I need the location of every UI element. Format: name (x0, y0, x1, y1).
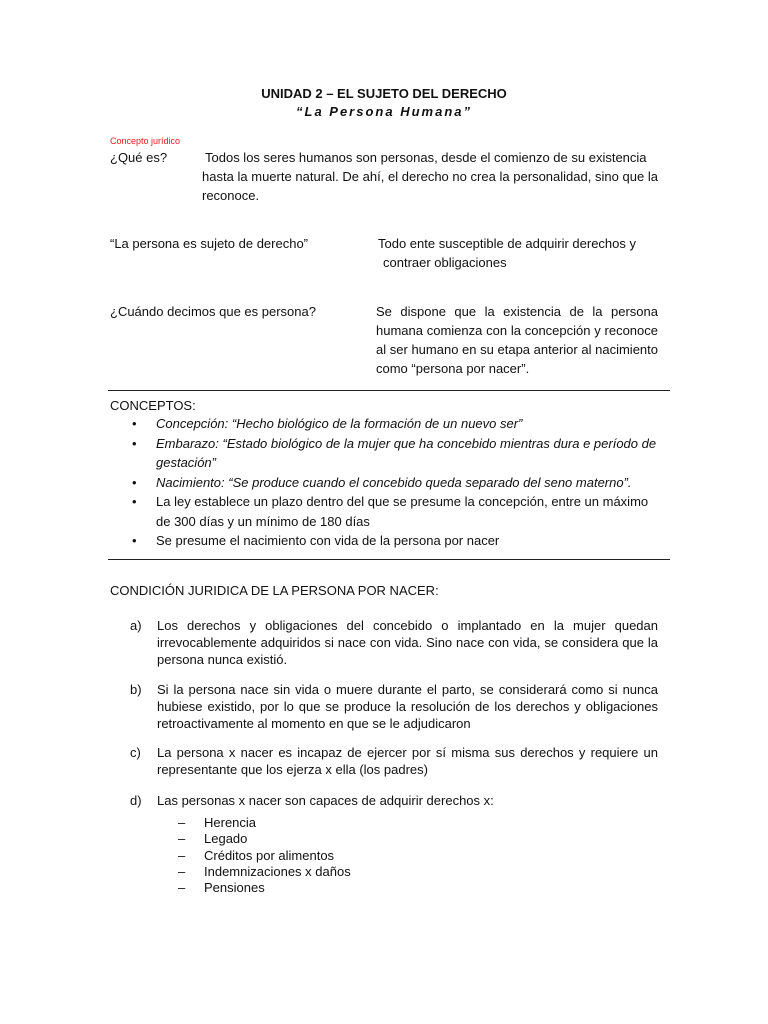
bullet-icon: • (132, 533, 137, 548)
list-item (178, 815, 351, 831)
concept-text: Se presume el nacimiento con vida de la persona por nacer (156, 533, 500, 548)
answer-first-line: Todos los seres humanos son personas, desde el comienzo de su existencia (205, 150, 647, 165)
row2-right: Se dispone que la existencia de la persona humana comienza con la concepción y reconoce al ser humano en su etapa anterior al nacimiento como “persona por nacer”. (376, 304, 658, 376)
concept-prefix: Nacimiento: (156, 474, 229, 490)
row1-right-line2: contraer obligaciones (383, 255, 507, 270)
item-label: a) (130, 618, 142, 633)
right-text: Herencia (204, 815, 257, 830)
list-item (130, 473, 660, 493)
concept-text: “Estado biológico de la mujer que ha concebido mientras dura e período de gestación” (156, 435, 657, 470)
row1-right-line1: Todo ente susceptible de adquirir derechos y (378, 236, 636, 251)
section-divider (108, 559, 670, 560)
dash-icon: – (178, 831, 186, 847)
item-text: Las personas x nacer son capaces de adquirir derechos x: (157, 793, 494, 808)
question-label: ¿Qué es? (110, 150, 168, 165)
item-text: La persona x nacer es incapaz de ejercer por sí misma sus derechos y requiere un representante que los ejerza x ella (los padres) (157, 745, 658, 777)
unit-subtitle: “La Persona Humana” (296, 104, 472, 119)
right-text: Legado (204, 831, 248, 847)
dash-icon: – (178, 863, 186, 879)
list-item (130, 492, 660, 531)
bullet-icon: • (132, 474, 137, 490)
list-item (178, 880, 351, 896)
item-label: b) (130, 682, 142, 697)
answer-rest: hasta la muerte natural. De ahí, el derecho no crea la personalidad, sino que la reconoce. (202, 169, 658, 203)
item-text: Los derechos y obligaciones del concebido o implantado en la mujer quedan irrevocablemente adquiridos si nace con vida. Sino nace con vida, se considera que la persona nunca existió. (157, 618, 658, 667)
list-item (178, 831, 351, 847)
row1-left: “La persona es sujeto de derecho” (110, 236, 309, 251)
list-item (130, 414, 660, 434)
rights-list (178, 815, 351, 896)
dash-icon: – (178, 847, 186, 863)
list-item (130, 434, 660, 473)
right-text: Pensiones (204, 880, 265, 896)
list-item (178, 864, 351, 880)
bullet-icon: • (132, 416, 137, 431)
dash-icon: – (178, 880, 186, 896)
list-item (178, 848, 351, 864)
concept-text: “Se produce cuando el concebido queda separado del seno materno”. (228, 474, 632, 490)
concept-note: Concepto jurídico (110, 136, 181, 146)
item-text: Si la persona nace sin vida o muere durante el parto, se considerará como si nunca hubiese existido, por lo que se produce la resolución de los derechos y obligaciones retroactivamente al momento en que se le adjudicaron (157, 682, 658, 731)
condition-item-d (130, 792, 658, 809)
concept-text: La ley establece un plazo dentro del que se presume la concepción, entre un máximo de 300 días y un mínimo de 180 días (156, 494, 649, 529)
concepts-list (130, 414, 660, 551)
concept-prefix: Concepción: (156, 416, 232, 431)
dash-icon: – (178, 815, 186, 830)
concepts-heading: CONCEPTOS: (110, 398, 196, 413)
right-text: Indemnizaciones x daños (204, 863, 351, 879)
condition-item-a (130, 617, 658, 668)
concept-prefix: Embarazo: (156, 435, 223, 451)
concept-text: “Hecho biológico de la formación de un nuevo ser” (231, 416, 523, 431)
bullet-icon: • (132, 494, 137, 509)
item-label: c) (130, 745, 141, 760)
section-divider (108, 390, 670, 391)
bullet-icon: • (132, 435, 137, 451)
row2-left: ¿Cuándo decimos que es persona? (110, 304, 316, 319)
condition-item-b (130, 681, 658, 732)
list-item (130, 531, 660, 551)
condition-heading: CONDICIÓN JURIDICA DE LA PERSONA POR NACER: (110, 583, 439, 598)
condition-item-c (130, 744, 658, 778)
unit-title: UNIDAD 2 – EL SUJETO DEL DERECHO (261, 86, 507, 101)
right-text: Créditos por alimentos (204, 847, 335, 863)
item-label: d) (130, 793, 142, 808)
